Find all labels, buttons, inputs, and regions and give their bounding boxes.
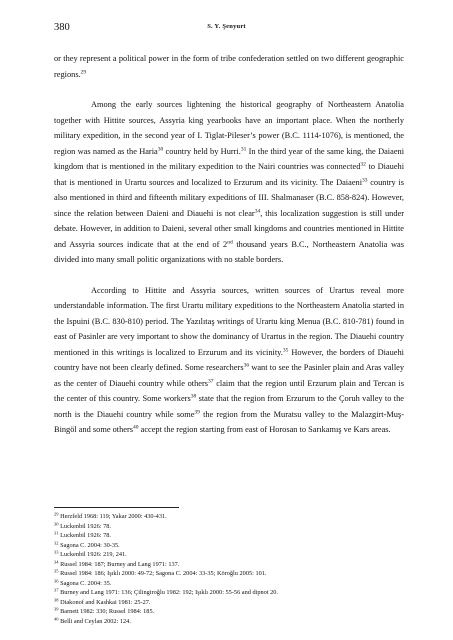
footnote-number: 37 <box>54 587 59 593</box>
footnote-number: 36 <box>54 578 59 584</box>
footnote-text: Russel 1984: 187; Burney and Lang 1971: 137. <box>58 560 180 568</box>
footnote-number: 40 <box>54 616 59 622</box>
footnote-item <box>54 588 404 598</box>
footnote-number: 38 <box>54 597 59 603</box>
footnote-item <box>54 512 404 522</box>
footnote-text: Herzfeld 1968: 119; Yakar 2000: 430-431. <box>58 513 167 520</box>
footnote-reference[interactable]: 34 <box>254 208 261 214</box>
footnote-item <box>54 531 404 541</box>
footnote-item <box>54 550 404 560</box>
body-paragraph <box>54 97 404 268</box>
page-header <box>54 22 399 36</box>
footnote-text: Luckenbil 1926: 78. <box>58 522 111 530</box>
paragraph-text: to Diauehi that is mentioned in Urartu sources and localized to Erzurum and its vicinity. The Daiaeni <box>54 162 405 187</box>
footnote-item <box>54 617 404 627</box>
paragraph-text: want to see the Pasinler plain and Aras valley as the center of Diauehi country while others <box>54 363 405 388</box>
paragraph-text: In the third year of the same king, the Daiaeni kingdom that is mentioned in the military expedition to the Nairi countries was connected <box>54 146 405 171</box>
footnote-item <box>54 569 404 579</box>
footnote-item <box>54 522 404 532</box>
footnote-text: Luckenbil 1926: 219, 241. <box>58 551 127 559</box>
footnote-reference[interactable]: 38 <box>190 393 197 400</box>
footnote-item <box>54 598 404 608</box>
footnote-item <box>54 607 404 617</box>
footnote-reference[interactable]: 39 <box>194 409 200 415</box>
footnote-item <box>54 579 404 589</box>
footnote-reference[interactable]: 33 <box>362 177 368 183</box>
footnote-reference[interactable]: 29 <box>80 69 87 75</box>
paragraph-text: , this localization suggestion is still under debate. However, in addition to Daieni, several other small kingdoms and countries mentioned in Hittite and Assyria sources indicate that at the end of 2 <box>54 208 404 249</box>
footnote-reference[interactable]: 32 <box>360 161 366 168</box>
paragraph-text: claim that the region until Erzurum plain and Tercan is the center of this country. Some workers <box>54 378 405 403</box>
footnote-text: Luckenbil 1926: 78. <box>58 532 111 540</box>
paragraph-text: thousand years B.C., Northeastern Anatolia was divided into many small politic organizations with no stable borders. <box>54 239 404 264</box>
footnote-reference[interactable]: nd <box>227 239 233 245</box>
paragraph-text: According to Hittite and Assyria sources, written sources of Urartus reveal more understandable information. The first Urartu military expeditions to the Northeastern Anatolia started in the Ispuini (B.C. 830-810) period. The Yazılıtaş writings of Urartu king Menua (B.C. 810-781) found in east of Pasinler are very important to show the dominancy of Urartus in the region. The Diauehi country mentioned in this writings is localized to Erzurum and its vicinity. <box>54 285 404 357</box>
paragraph-text: However, the borders of Diauehi country have not been clearly defined. Some researchers <box>54 347 404 372</box>
footnote-number: 32 <box>54 540 59 546</box>
footnotes <box>54 512 404 627</box>
footnote-number: 33 <box>54 549 59 555</box>
footnote-text: Sagona C. 2004: 30-35. <box>58 541 120 549</box>
footnote-number: 34 <box>54 559 59 565</box>
footnote-text: Burney and Lang 1971: 136; Çilingiroğlu 1982: 192; Işıklı 2000: 55-56 and dipnot 20. <box>58 589 279 597</box>
footnote-text: Russel 1984: 186; Işıklı 2000: 49-72; Sagona C. 2004: 33-35; Köroğlu 2005: 101. <box>58 570 267 578</box>
footnote-number: 30 <box>54 521 59 527</box>
body-paragraph <box>54 283 404 438</box>
paragraph-text: country held by Hurri. <box>163 146 241 156</box>
footnote-text: Diakonof and Kashkai 1981: 25-27. <box>58 598 151 606</box>
footnote-number: 29 <box>54 511 59 517</box>
running-head-author: S. Y. Şenyurt <box>207 23 246 30</box>
footnote-item <box>54 560 404 570</box>
page-number: 380 <box>54 22 70 33</box>
paragraph-text: state that the region from Erzurum to the Çoruh valley to the north is the Diauehi country while some <box>54 394 404 419</box>
footnote-text: Belli and Ceylan 2002: 124. <box>58 618 131 626</box>
body-paragraph <box>54 51 404 82</box>
paragraph-text: or they represent a political power in the form of tribe confederation settled on two different geographic regions. <box>54 54 404 79</box>
footnote-reference[interactable]: 35 <box>282 347 289 353</box>
footnote-number: 35 <box>54 568 59 574</box>
footnote-number: 31 <box>54 530 59 536</box>
footnote-reference[interactable]: 30 <box>157 146 164 152</box>
footnote-number: 39 <box>54 606 59 612</box>
footnote-text: Barnett 1982: 330; Russel 1984: 185. <box>58 608 155 616</box>
paragraph-text: Among the early sources lightening the historical geography of Northeastern Anatolia together with Hittite sources, Assyria king yearbooks have an important place. When the northerly military expedition, in the second year of I. Tiglat-Pileser’s power (B.C. 1114-1076), is mentioned, the region was named as the Haria <box>54 100 404 156</box>
body-text <box>54 51 404 438</box>
footnote-item <box>54 541 404 551</box>
footnote-separator <box>54 507 179 508</box>
footnote-reference[interactable]: 37 <box>208 378 214 384</box>
footnote-reference[interactable]: 40 <box>133 424 139 431</box>
footnote-reference[interactable]: 36 <box>243 362 250 369</box>
footnote-text: Sagona C. 2004: 35. <box>58 579 112 587</box>
paragraph-text: the region from the Muratsu valley to the Malazgirt-Muş-Bingöl and some others <box>54 409 405 434</box>
paragraph-text: country is also mentioned in third and fifteenth military expeditions of III. Shalmanaser (B.C. 858-824). However, since the relation between Daieni and Diauehi is not clear <box>54 177 404 218</box>
footnote-reference[interactable]: 31 <box>240 146 247 152</box>
paragraph-text: accept the region starting from east of Horosan to Sarıkamış ve Kars areas. <box>138 425 391 434</box>
